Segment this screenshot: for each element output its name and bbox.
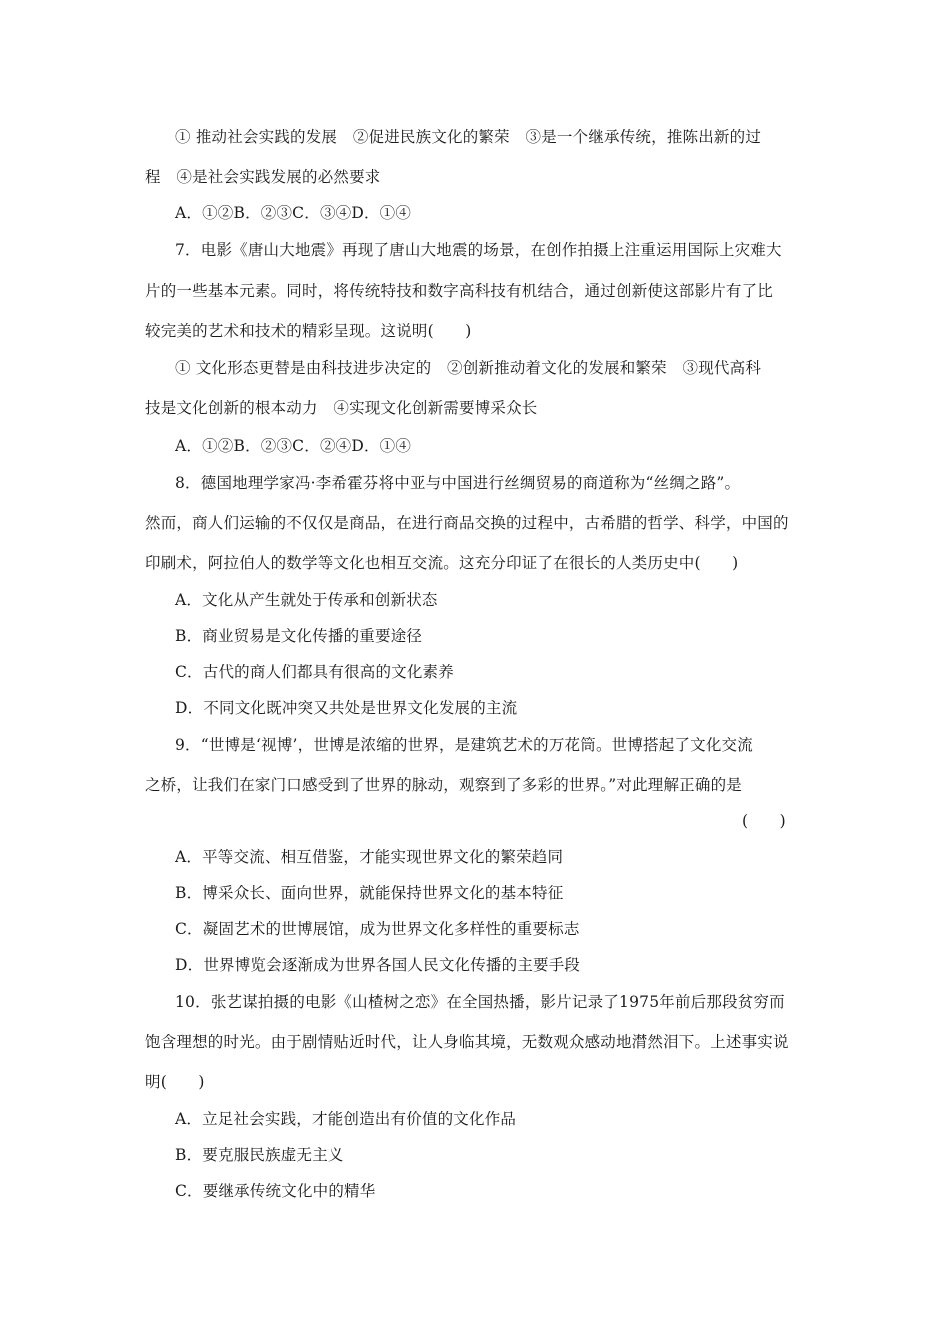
q7-stem-line1: 7．电影《唐山大地震》再现了唐山大地震的场景，在创作拍摄上注重运用国际上灾难大 [175,241,782,259]
q9-option-c: C．凝固艺术的世博展馆，成为世界文化多样性的重要标志 [175,920,580,938]
q7-stem-line3: 较完美的艺术和技术的精彩呈现。这说明( ) [145,322,472,340]
q10-option-a: A．立足社会实践，才能创造出有价值的文化作品 [175,1110,517,1128]
q8-stem-line1: 8．德国地理学家冯·李希霍芬将中亚与中国进行丝绸贸易的商道称为“丝绸之路”。 [175,474,741,492]
q9-stem-line2: 之桥，让我们在家门口感受到了世界的脉动，观察到了多彩的世界。”对此理解正确的是 [145,776,742,794]
q10-stem-line1: 10．张艺谋拍摄的电影《山楂树之恋》在全国热播，影片记录了1975年前后那段贫穷而 [175,993,785,1011]
q6-statements-line2: 程 ④是社会实践发展的必然要求 [145,168,381,186]
q7-stem-line2: 片的一些基本元素。同时，将传统特技和数字高科技有机结合，通过创新使这部影片有了比 [145,282,774,300]
q10-option-b: B．要克服民族虚无主义 [175,1146,344,1164]
q8-option-c: C．古代的商人们都具有很高的文化素养 [175,663,454,681]
q8-stem-line3: 印刷术，阿拉伯人的数学等文化也相互交流。这充分印证了在很长的人类历史中( ) [145,554,739,572]
q7-options: A．①②B．②③C．②④D．①④ [175,437,412,455]
q9-option-a: A．平等交流、相互借鉴，才能实现世界文化的繁荣趋同 [175,848,564,866]
q8-stem-line2: 然而，商人们运输的不仅仅是商品，在进行商品交换的过程中，古希腊的哲学、科学，中国的 [145,514,789,532]
q8-option-d: D．不同文化既冲突又共处是世界文化发展的主流 [175,699,518,717]
q8-option-a: A．文化从产生就处于传承和创新状态 [175,591,438,609]
q8-option-b: B．商业贸易是文化传播的重要途径 [175,627,423,645]
q7-statements-line1: ① 文化形态更替是由科技进步决定的 ②创新推动着文化的发展和繁荣 ③现代高科 [175,359,762,377]
q6-statements-line1: ① 推动社会实践的发展 ②促进民族文化的繁荣 ③是一个继承传统，推陈出新的过 [175,128,762,146]
q6-options: A．①②B．②③C．③④D．①④ [175,204,412,222]
q7-statements-line2: 技是文化创新的根本动力 ④实现文化创新需要博采众长 [145,399,538,417]
q9-option-d: D．世界博览会逐渐成为世界各国人民文化传播的主要手段 [175,956,581,974]
q10-option-c: C．要继承传统文化中的精华 [175,1182,376,1200]
q9-option-b: B．博采众长、面向世界，就能保持世界文化的基本特征 [175,884,564,902]
q10-stem-line2: 饱含理想的时光。由于剧情贴近时代，让人身临其境，无数观众感动地潸然泪下。上述事实说 [145,1033,789,1051]
q9-stem-line1: 9．“世博是‘视博’，世博是浓缩的世界，是建筑艺术的万花筒。世博搭起了文化交流 [175,736,753,754]
q9-answer-blank: ( ) [742,812,786,830]
q10-stem-line3: 明( ) [145,1073,205,1091]
